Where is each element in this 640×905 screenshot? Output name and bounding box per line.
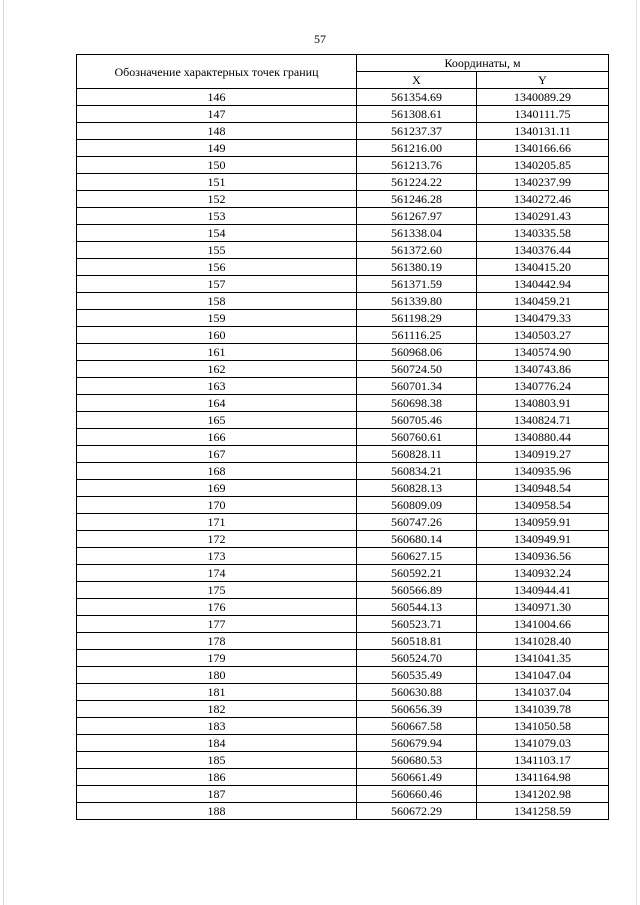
- x-cell: 561216.00: [357, 140, 477, 157]
- y-cell: 1340291.43: [477, 208, 609, 225]
- x-cell: 560679.94: [357, 735, 477, 752]
- table-row: [77, 89, 609, 106]
- point-cell: 148: [77, 123, 357, 140]
- point-cell: 186: [77, 769, 357, 786]
- table-row: [77, 123, 609, 140]
- x-cell: 561380.19: [357, 259, 477, 276]
- point-cell: 183: [77, 718, 357, 735]
- y-cell: 1341028.40: [477, 633, 609, 650]
- x-cell: 560661.49: [357, 769, 477, 786]
- x-cell: 561198.29: [357, 310, 477, 327]
- y-cell: 1341050.58: [477, 718, 609, 735]
- page-number: 57: [314, 32, 326, 46]
- x-cell: 561116.25: [357, 327, 477, 344]
- x-cell: 561372.60: [357, 242, 477, 259]
- x-cell: 560544.13: [357, 599, 477, 616]
- y-cell: 1341047.04: [477, 667, 609, 684]
- x-cell: 560834.21: [357, 463, 477, 480]
- point-cell: 164: [77, 395, 357, 412]
- x-cell: 560701.34: [357, 378, 477, 395]
- header-y: Y: [477, 72, 609, 89]
- y-cell: 1340237.99: [477, 174, 609, 191]
- y-cell: 1341258.59: [477, 803, 609, 820]
- point-cell: 184: [77, 735, 357, 752]
- table-row: [77, 769, 609, 786]
- point-cell: 174: [77, 565, 357, 582]
- x-cell: 561338.04: [357, 225, 477, 242]
- point-cell: 178: [77, 633, 357, 650]
- y-cell: 1340166.66: [477, 140, 609, 157]
- x-cell: 561354.69: [357, 89, 477, 106]
- point-cell: 159: [77, 310, 357, 327]
- table-row: [77, 803, 609, 820]
- table-header: [77, 55, 609, 89]
- point-cell: 187: [77, 786, 357, 803]
- table-row: [77, 446, 609, 463]
- table-row: [77, 684, 609, 701]
- table-row: [77, 786, 609, 803]
- x-cell: 560747.26: [357, 514, 477, 531]
- table-row: [77, 310, 609, 327]
- x-cell: 561246.28: [357, 191, 477, 208]
- y-cell: 1341164.98: [477, 769, 609, 786]
- table-row: [77, 582, 609, 599]
- x-cell: 560968.06: [357, 344, 477, 361]
- point-cell: 162: [77, 361, 357, 378]
- table-row: [77, 429, 609, 446]
- y-cell: 1340949.91: [477, 531, 609, 548]
- x-cell: 561308.61: [357, 106, 477, 123]
- table-row: [77, 225, 609, 242]
- y-cell: 1340131.11: [477, 123, 609, 140]
- x-cell: 560523.71: [357, 616, 477, 633]
- point-cell: 182: [77, 701, 357, 718]
- y-cell: 1340880.44: [477, 429, 609, 446]
- table-row: [77, 752, 609, 769]
- table-row: [77, 633, 609, 650]
- y-cell: 1340335.58: [477, 225, 609, 242]
- point-cell: 157: [77, 276, 357, 293]
- y-cell: 1340205.85: [477, 157, 609, 174]
- point-cell: 147: [77, 106, 357, 123]
- point-cell: 161: [77, 344, 357, 361]
- x-cell: 560705.46: [357, 412, 477, 429]
- table-row: [77, 735, 609, 752]
- point-cell: 177: [77, 616, 357, 633]
- x-cell: 561339.80: [357, 293, 477, 310]
- x-cell: 560524.70: [357, 650, 477, 667]
- header-x: X: [357, 72, 477, 89]
- y-cell: 1341103.17: [477, 752, 609, 769]
- x-cell: 561213.76: [357, 157, 477, 174]
- point-cell: 168: [77, 463, 357, 480]
- x-cell: 560535.49: [357, 667, 477, 684]
- y-cell: 1340935.96: [477, 463, 609, 480]
- x-cell: 560828.11: [357, 446, 477, 463]
- point-cell: 170: [77, 497, 357, 514]
- point-cell: 169: [77, 480, 357, 497]
- y-cell: 1341039.78: [477, 701, 609, 718]
- x-cell: 560656.39: [357, 701, 477, 718]
- table-row: [77, 259, 609, 276]
- y-cell: 1340503.27: [477, 327, 609, 344]
- table-row: [77, 701, 609, 718]
- y-cell: 1340776.24: [477, 378, 609, 395]
- header-boundary-points: Обозначение характерных точек границ: [77, 55, 357, 89]
- table-row: [77, 514, 609, 531]
- point-cell: 149: [77, 140, 357, 157]
- table-row: [77, 497, 609, 514]
- point-cell: 160: [77, 327, 357, 344]
- table-row: [77, 140, 609, 157]
- x-cell: 560680.53: [357, 752, 477, 769]
- point-cell: 179: [77, 650, 357, 667]
- y-cell: 1340479.33: [477, 310, 609, 327]
- point-cell: 165: [77, 412, 357, 429]
- table-row: [77, 650, 609, 667]
- x-cell: 560698.38: [357, 395, 477, 412]
- x-cell: 560760.61: [357, 429, 477, 446]
- y-cell: 1340948.54: [477, 480, 609, 497]
- y-cell: 1340459.21: [477, 293, 609, 310]
- x-cell: 560809.09: [357, 497, 477, 514]
- table-row: [77, 480, 609, 497]
- table-row: [77, 412, 609, 429]
- table-row: [77, 293, 609, 310]
- table-row: [77, 174, 609, 191]
- table-row: [77, 242, 609, 259]
- y-cell: 1340959.91: [477, 514, 609, 531]
- y-cell: 1340442.94: [477, 276, 609, 293]
- scan-edge-right: [636, 0, 637, 905]
- table-row: [77, 548, 609, 565]
- table-row: [77, 395, 609, 412]
- y-cell: 1340089.29: [477, 89, 609, 106]
- table-row: [77, 157, 609, 174]
- y-cell: 1340415.20: [477, 259, 609, 276]
- point-cell: 155: [77, 242, 357, 259]
- table-row: [77, 378, 609, 395]
- y-cell: 1340919.27: [477, 446, 609, 463]
- y-cell: 1340111.75: [477, 106, 609, 123]
- point-cell: 166: [77, 429, 357, 446]
- x-cell: 560566.89: [357, 582, 477, 599]
- x-cell: 560672.29: [357, 803, 477, 820]
- y-cell: 1340376.44: [477, 242, 609, 259]
- x-cell: 560627.15: [357, 548, 477, 565]
- table-row: [77, 191, 609, 208]
- point-cell: 175: [77, 582, 357, 599]
- x-cell: 561224.22: [357, 174, 477, 191]
- table-row: [77, 718, 609, 735]
- table-row: [77, 463, 609, 480]
- y-cell: 1340958.54: [477, 497, 609, 514]
- x-cell: 560592.21: [357, 565, 477, 582]
- point-cell: 154: [77, 225, 357, 242]
- x-cell: 560660.46: [357, 786, 477, 803]
- point-cell: 156: [77, 259, 357, 276]
- y-cell: 1340971.30: [477, 599, 609, 616]
- point-cell: 185: [77, 752, 357, 769]
- point-cell: 151: [77, 174, 357, 191]
- x-cell: 560518.81: [357, 633, 477, 650]
- point-cell: 171: [77, 514, 357, 531]
- table-row: [77, 208, 609, 225]
- point-cell: 176: [77, 599, 357, 616]
- table-row: [77, 531, 609, 548]
- header-coordinates: Координаты, м: [357, 55, 609, 72]
- table-row: [77, 616, 609, 633]
- table-row: [77, 276, 609, 293]
- y-cell: 1341041.35: [477, 650, 609, 667]
- x-cell: 560828.13: [357, 480, 477, 497]
- point-cell: 150: [77, 157, 357, 174]
- y-cell: 1341202.98: [477, 786, 609, 803]
- point-cell: 172: [77, 531, 357, 548]
- table-row: [77, 565, 609, 582]
- table-row: [77, 106, 609, 123]
- point-cell: 188: [77, 803, 357, 820]
- x-cell: 560680.14: [357, 531, 477, 548]
- y-cell: 1341037.04: [477, 684, 609, 701]
- y-cell: 1340743.86: [477, 361, 609, 378]
- x-cell: 561267.97: [357, 208, 477, 225]
- y-cell: 1340932.24: [477, 565, 609, 582]
- y-cell: 1340824.71: [477, 412, 609, 429]
- x-cell: 560630.88: [357, 684, 477, 701]
- point-cell: 167: [77, 446, 357, 463]
- y-cell: 1340944.41: [477, 582, 609, 599]
- coordinates-table: [76, 54, 609, 820]
- point-cell: 146: [77, 89, 357, 106]
- y-cell: 1340803.91: [477, 395, 609, 412]
- point-cell: 152: [77, 191, 357, 208]
- y-cell: 1341004.66: [477, 616, 609, 633]
- scan-edge-left: [3, 0, 4, 905]
- x-cell: 560667.58: [357, 718, 477, 735]
- x-cell: 560724.50: [357, 361, 477, 378]
- point-cell: 181: [77, 684, 357, 701]
- y-cell: 1340936.56: [477, 548, 609, 565]
- table-row: [77, 344, 609, 361]
- table-row: [77, 599, 609, 616]
- point-cell: 173: [77, 548, 357, 565]
- y-cell: 1341079.03: [477, 735, 609, 752]
- table-row: [77, 327, 609, 344]
- point-cell: 153: [77, 208, 357, 225]
- point-cell: 158: [77, 293, 357, 310]
- point-cell: 180: [77, 667, 357, 684]
- y-cell: 1340574.90: [477, 344, 609, 361]
- point-cell: 163: [77, 378, 357, 395]
- x-cell: 561371.59: [357, 276, 477, 293]
- x-cell: 561237.37: [357, 123, 477, 140]
- table-row: [77, 667, 609, 684]
- y-cell: 1340272.46: [477, 191, 609, 208]
- table-row: [77, 361, 609, 378]
- table-body: [77, 89, 609, 820]
